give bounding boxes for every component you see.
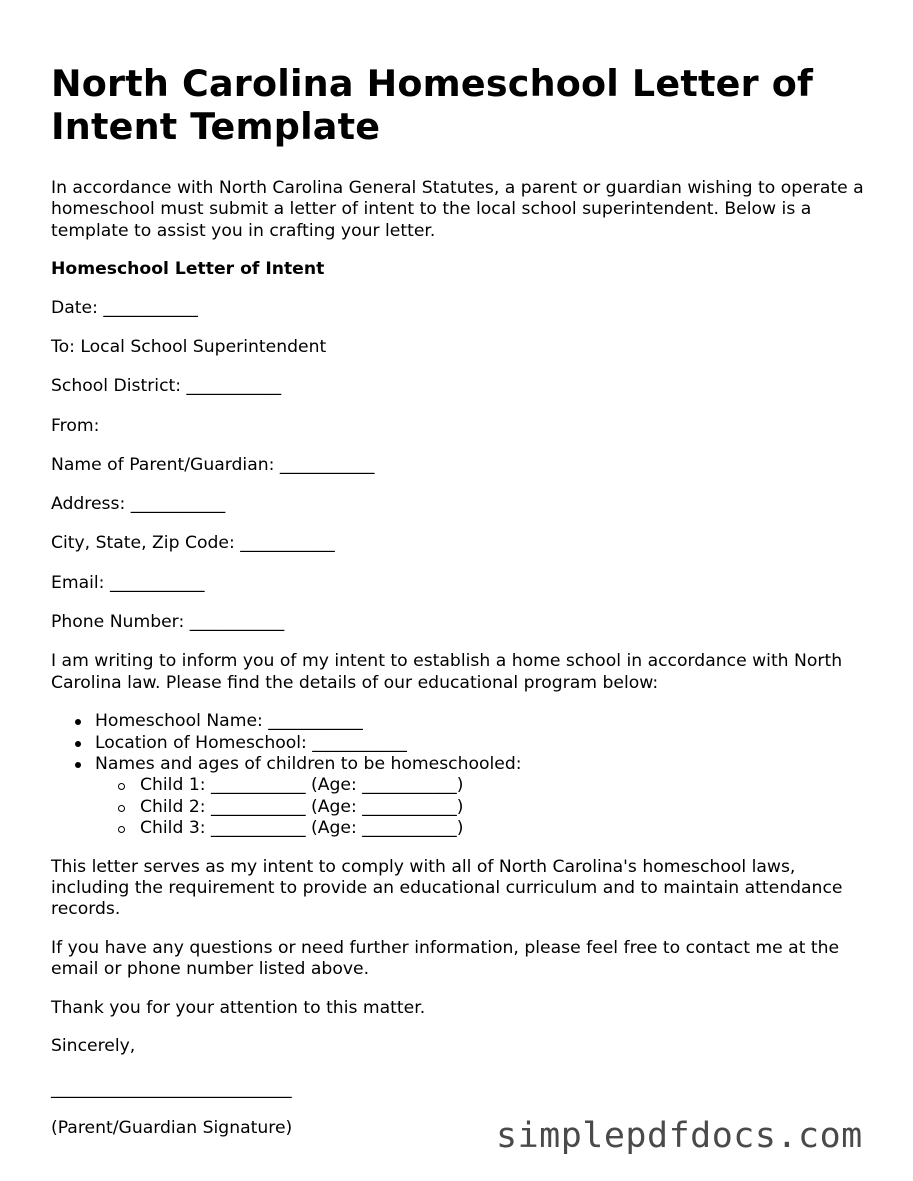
address-field: Address: ___________ bbox=[51, 494, 226, 515]
from-label: From: bbox=[51, 415, 100, 436]
document-page bbox=[51, 62, 871, 1139]
list-item: Location of Homeschool: ___________ bbox=[51, 733, 871, 754]
watermark-text: simplepdfdocs.com bbox=[496, 1116, 863, 1156]
children-label: Names and ages of children to be homeschooled: bbox=[95, 753, 522, 774]
body-intro-paragraph: I am writing to inform you of my intent to establish a home school in accordance with North Carolina law. Please find the details of our educational program below: bbox=[51, 651, 843, 693]
school-district-field: School District: ___________ bbox=[51, 376, 282, 397]
to-field: To: Local School Superintendent bbox=[51, 336, 327, 357]
contact-paragraph: If you have any questions or need further information, please feel free to contact me at the email or phone number listed above. bbox=[51, 937, 840, 980]
email-field: Email: ___________ bbox=[51, 572, 205, 593]
children-list bbox=[95, 775, 871, 839]
parent-name-field: Name of Parent/Guardian: ___________ bbox=[51, 454, 375, 475]
letter-heading: Homeschool Letter of Intent bbox=[51, 259, 325, 280]
closing-text: Sincerely, bbox=[51, 1035, 136, 1056]
intro-paragraph: In accordance with North Carolina General Statutes, a parent or guardian wishing to operate a homeschool must submit a letter of intent to the local school superintendent. Below is a template to assist you in crafting your letter. bbox=[51, 178, 864, 241]
child-item: Child 2: ___________ (Age: ___________) bbox=[95, 797, 871, 818]
thanks-paragraph: Thank you for your attention to this matter. bbox=[51, 997, 426, 1018]
city-state-zip-field: City, State, Zip Code: ___________ bbox=[51, 533, 335, 554]
phone-field: Phone Number: ___________ bbox=[51, 612, 285, 632]
program-details-list bbox=[51, 711, 871, 839]
signature-line: ____________________________ bbox=[51, 1079, 292, 1100]
child-item: Child 3: ___________ (Age: ___________) bbox=[95, 818, 871, 839]
child-item: Child 1: ___________ (Age: ___________) bbox=[95, 775, 871, 796]
signature-label: (Parent/Guardian Signature) bbox=[51, 1117, 293, 1138]
date-field: Date: ___________ bbox=[51, 297, 198, 318]
list-item bbox=[51, 754, 871, 840]
page-title: North Carolina Homeschool Letter of Intent Template bbox=[51, 62, 814, 148]
compliance-paragraph: This letter serves as my intent to comply with all of North Carolina's homeschool laws, including the requirement to provide an educational curriculum and to maintain attendance records. bbox=[51, 856, 843, 920]
list-item: Homeschool Name: ___________ bbox=[51, 711, 871, 732]
